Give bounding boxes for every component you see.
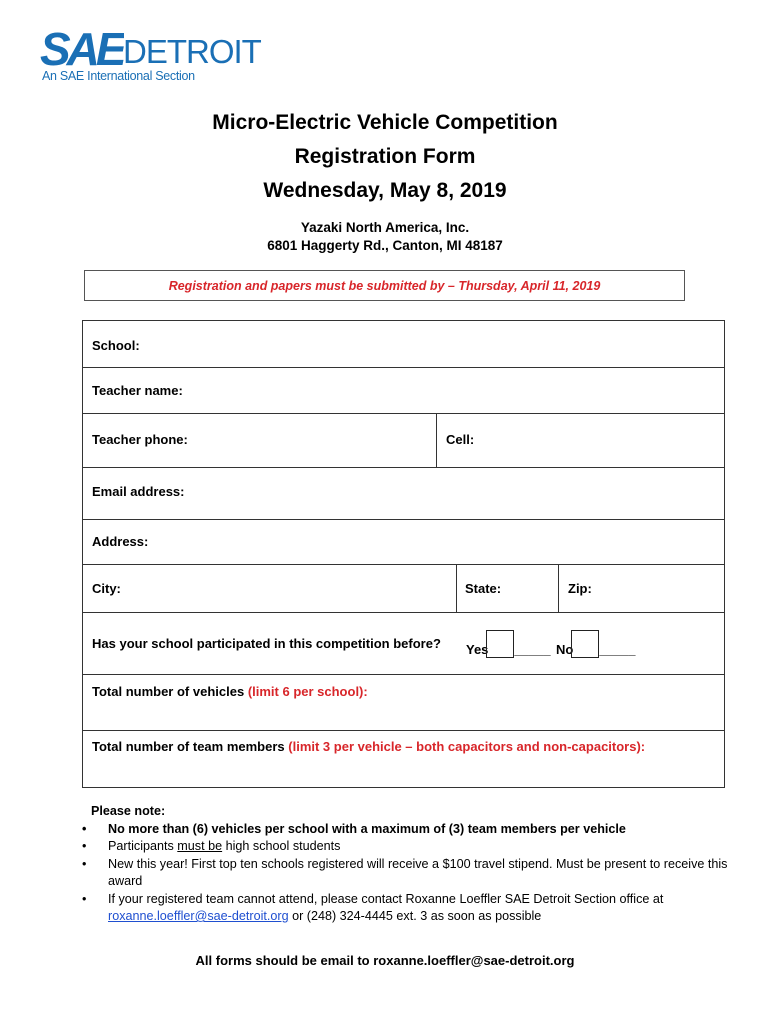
notes-list [90,821,730,926]
participated-question: Has your school participated in this competition before? [92,636,441,651]
team-members-label [92,739,645,754]
no-checkbox[interactable] [571,630,599,658]
vehicles-text: Total number of vehicles [92,684,245,699]
yes-checkbox[interactable] [486,630,514,658]
teacher-name-row[interactable] [83,368,724,414]
state-divider [558,565,559,612]
title-line-1: Micro-Electric Vehicle Competition [212,111,558,134]
city-label: City: [92,581,121,596]
no-label: No [556,642,574,657]
note-2-c: high school students [222,839,341,853]
teacher-phone-label: Teacher phone: [92,432,188,447]
vehicles-row[interactable] [83,675,724,731]
note-item-3: • New this year! First top ten schools registered will receive a $100 travel stipend. Must be present to receive this award [88,856,730,891]
venue-address: 6801 Haggerty Rd., Canton, MI 48187 [267,238,503,253]
note-4-b: or (248) 324-4445 ext. 3 as soon as possible [288,909,542,923]
sae-logo-icon [40,25,124,69]
footer-instruction: All forms should be email to roxanne.loeffler@sae-detroit.org [195,953,575,968]
address-row[interactable] [83,520,724,565]
address-label: Address: [92,534,149,549]
registration-form [82,320,725,788]
no-blank: _____ [599,642,636,657]
note-item-4 [88,891,730,926]
phone-row [83,414,724,468]
state-label: State: [465,581,502,596]
svg-text:SAE: SAE [40,25,123,69]
vehicles-limit: (limit 6 per school) [247,684,364,699]
participated-row [83,613,724,675]
deadline-text: Registration and papers must be submitted by – Thursday, April 11, 2019 [168,278,601,293]
title-line-2: Registration Form [294,145,476,168]
team-limit: (limit 3 per vehicle – both capacitors and non-capacitors) [288,739,641,754]
contact-email-link[interactable]: roxanne.loeffler@sae-detroit.org [108,909,289,923]
email-label: Email address: [92,484,185,499]
note-2-a: Participants [108,839,178,853]
sae-detroit-logo [40,25,261,87]
yes-blank: _____ [514,642,551,657]
vehicles-colon: : [363,684,368,699]
yes-label: Yes [466,642,489,657]
zip-label: Zip: [568,581,592,596]
notes-section [90,803,730,926]
teacher-name-label: Teacher name: [92,383,183,398]
note-2-b: must be [177,839,223,853]
city-row [83,565,724,613]
yes-option [466,630,551,658]
team-text: Total number of team members [92,739,285,754]
note-4-a: If your registered team cannot attend, please contact Roxanne Loeffler SAE Detroit Section office at [108,891,664,906]
cell-label: Cell: [446,432,475,447]
note-item-1: • No more than (6) vehicles per school with a maximum of (3) team members per vehicle [88,821,730,839]
school-row[interactable] [83,321,724,368]
note-item-2 [88,838,730,856]
team-colon: : [640,739,646,754]
title-line-3: Wednesday, May 8, 2019 [263,179,507,202]
logo-wordmark: DETROIT [123,33,261,70]
no-option [556,630,636,658]
city-divider [456,565,457,612]
form-title [0,106,770,208]
email-row[interactable] [83,468,724,520]
school-label: School: [92,338,140,353]
vehicles-label [92,684,368,699]
notes-heading: Please note: [91,804,166,818]
phone-divider [436,414,437,467]
logo-subtitle: An SAE International Section [42,69,195,83]
venue-name: Yazaki North America, Inc. [300,220,470,235]
venue-block [0,219,770,255]
deadline-box [84,270,685,301]
team-members-row[interactable] [83,731,724,789]
